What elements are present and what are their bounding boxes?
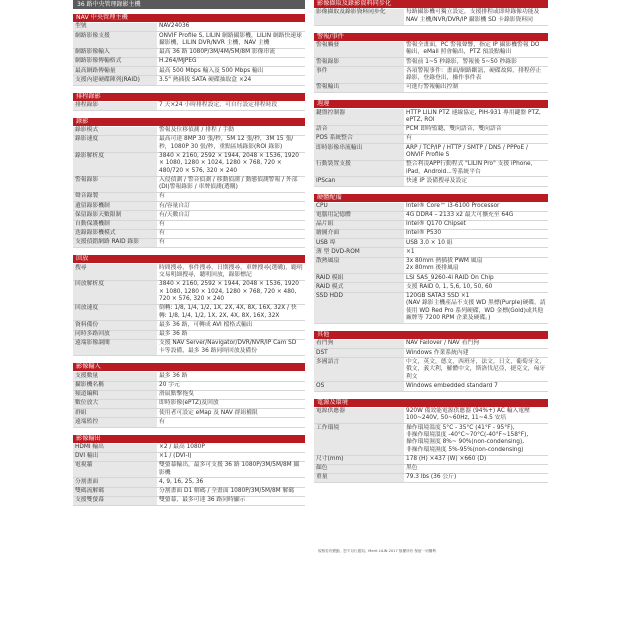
spec-row — [314, 83, 548, 92]
spec-label: 遺留錄影機制 — [73, 202, 157, 211]
spec-row — [314, 144, 548, 161]
spec-label: POS 系統整合 — [314, 134, 404, 143]
spec-table — [314, 42, 548, 94]
spec-section — [314, 0, 548, 26]
spec-value: 3x 80mm 熱插拔 PWM 風扇 2x 80mm 後排風扇 — [404, 257, 548, 274]
spec-label: 鍵盤控制器 — [314, 109, 404, 125]
spec-value: Windows embedded standard 7 — [404, 382, 548, 391]
spec-table — [73, 102, 305, 111]
spec-row — [314, 473, 548, 482]
spec-label: 繪圖介面 — [314, 230, 404, 239]
spec-value: 最高可達 8MP 30 張/秒，5M 12 張/秒，3M 15 張/秒，1080P 30 張/秒，重點區域錄影(ROI 錄影) — [157, 135, 305, 152]
spec-label: OS — [314, 382, 404, 391]
spec-label: 網路影像輸入 — [73, 48, 157, 57]
spec-row — [73, 418, 305, 427]
spec-section — [73, 363, 305, 427]
spec-value: 警報及位移偵測 / 排程 / 手動 — [157, 127, 305, 136]
section-header: 警報/事件 — [314, 33, 548, 41]
spec-value: 有 — [157, 239, 305, 248]
spec-value: 最多 36 路 — [157, 372, 305, 381]
spec-label: 薄 型 DVD-ROM — [314, 248, 404, 257]
spec-row — [314, 211, 548, 220]
spec-label: 尺寸(mm) — [314, 455, 404, 464]
spec-value: H.264/MJPEG — [157, 57, 305, 66]
spec-row — [314, 220, 548, 229]
spec-value: 各項警報事件：畫面/網路斷訊，硬碟故障，排程停止錄影，登錄登出，操作事件表 — [404, 67, 548, 84]
spec-row — [73, 372, 305, 381]
spec-value: 7 天×24 小時排程設定，可自行設定排程時段 — [157, 102, 305, 111]
spec-value: ×2 / 最高 1080P — [157, 444, 305, 453]
spec-value: 有 — [157, 193, 305, 202]
spec-label: 電腦用記憶體 — [314, 211, 404, 220]
spec-value: 支援 RAID 0, 1, 5,6, 10, 50, 60 — [404, 283, 548, 292]
spec-label: CPU — [314, 203, 404, 212]
spec-value: 警報全畫面，PC 警報聲響，指定 IP 攝影機警報 DO 輸出，eMail 照會輸出，PTZ 預設點輸出 — [404, 42, 548, 58]
spec-value: LSI SAS_9260-4i RAID On Chip — [404, 274, 548, 283]
spec-row — [314, 109, 548, 125]
spec-value: 操作環境溫度 5°C - 35°C (41°F - 95°F), 非操作環境溫度 -40°C~70°C(-40°F~158°F), 操作環境濕度 8%~ 90%(non-condensing), 非操作環境濕度 5%-95%(non-condensing) — [404, 424, 548, 455]
spec-row — [314, 239, 548, 248]
spec-label: 搜尋 — [73, 264, 157, 280]
spec-value: ONVIF Profile S, LILIN 網路攝影機，LILIN 網路快速球攝影機，LILIN DVR/NVR 主機，NAV 主機 — [157, 32, 305, 49]
spec-row — [73, 176, 305, 193]
spec-value: 即時影像(ePTZ)及回放 — [157, 399, 305, 408]
spec-value: 有 — [404, 134, 548, 143]
section-header: 回放 — [73, 255, 305, 263]
spec-value: 178 (H) ×437 (W) ×660 (D) — [404, 455, 548, 464]
section-header: 硬體配備 — [314, 194, 548, 202]
spec-value: 可進行警報輸出控制 — [404, 83, 548, 92]
spec-label: 工作環境 — [314, 424, 404, 455]
spec-value: Intel® P530 — [404, 230, 548, 239]
spec-table — [73, 264, 305, 356]
spec-row — [314, 248, 548, 257]
left-spec-column — [73, 14, 305, 513]
spec-label: 錄影模式 — [73, 127, 157, 136]
spec-row — [314, 125, 548, 134]
spec-label: DVI 輸出 — [73, 452, 157, 461]
spec-row — [73, 452, 305, 461]
spec-table — [73, 23, 305, 86]
spec-label: RAID 模組 — [314, 274, 404, 283]
spec-row — [73, 57, 305, 66]
spec-value: 最多 36 路 — [157, 330, 305, 339]
spec-row — [73, 76, 305, 85]
spec-value: 4, 9, 16, 25, 36 — [157, 478, 305, 487]
spec-label: 事件 — [314, 67, 404, 84]
footnote: 規格若有變動，恕不另行通知。Merit LILIN 2017 版權所有 保留一切權利 — [318, 549, 436, 553]
spec-value: ARP / TCP/IP / HTTP / SMTP / DNS / PPPoE / ONVIF Profile S — [404, 144, 548, 161]
spec-row — [73, 461, 305, 478]
spec-row — [73, 102, 305, 111]
spec-row — [73, 390, 305, 399]
spec-row — [73, 280, 305, 304]
spec-row — [314, 67, 548, 84]
spec-label: 型號 — [73, 23, 157, 32]
spec-label: 警報錄影 — [314, 58, 404, 67]
spec-label: 資料備份 — [73, 321, 157, 330]
spec-value: Intel® Core™ i3-6100 Processor — [404, 203, 548, 212]
spec-row — [73, 409, 305, 418]
spec-row — [314, 292, 548, 323]
spec-value: 有 — [157, 229, 305, 238]
spec-row — [73, 193, 305, 202]
spec-section — [73, 14, 305, 86]
spec-label: 即時影像串流輸出 — [314, 144, 404, 161]
spec-value: 雙螢幕輸出，最多可支援 36 路 1080P/3M/5M/8M 攝影機 — [157, 461, 305, 478]
spec-label: 看門狗 — [314, 340, 404, 349]
spec-section — [73, 118, 305, 249]
spec-value: 3840 × 2160, 2592 × 1944, 2048 × 1536, 1920 × 1080, 1280 × 1024, 1280 × 768, 720 × 480, 720 × 576, 320 × 240 — [157, 280, 305, 304]
spec-label: 網路影像支援 — [73, 32, 157, 49]
spec-value: 有/天數自訂 — [157, 211, 305, 220]
spec-row — [73, 381, 305, 390]
spec-row — [73, 264, 305, 280]
spec-label: 晶片組 — [314, 220, 404, 229]
spec-row — [314, 274, 548, 283]
spec-value: 入侵偵測 / 警音偵測 / 移動偵測 / 動態偵測警報 / 外部(DI)警報錄影 / 車牌偵測(選購) — [157, 176, 305, 193]
spec-section — [314, 194, 548, 325]
spec-label: 群組 — [73, 409, 157, 418]
spec-row — [73, 321, 305, 330]
spec-label: 支援雙螢幕 — [73, 496, 157, 505]
spec-row — [73, 211, 305, 220]
spec-label: 支援數量 — [73, 372, 157, 381]
spec-label: 電源供應器 — [314, 408, 404, 424]
section-header: 排程錄影 — [73, 93, 305, 101]
section-header: 週邊 — [314, 100, 548, 108]
spec-value: 3.5" 熱插拔 SATA 硬碟抽取盒 ×24 — [157, 76, 305, 85]
spec-row — [314, 340, 548, 349]
spec-label: 聲音錄製 — [73, 193, 157, 202]
spec-label: 警報觸發 — [314, 42, 404, 58]
spec-label: 錄影解析度 — [73, 152, 157, 176]
spec-label: 錄影速度 — [73, 135, 157, 152]
spec-row — [73, 67, 305, 76]
spec-label: 頻道編輯 — [73, 390, 157, 399]
spec-row — [73, 399, 305, 408]
spec-value: 920W 備效能電源供應器 (94%+) AC 輸入電壓 100~240V, 50~60Hz, 11~4.5 安培 — [404, 408, 548, 424]
spec-value: NAV Failover / NAV 看門狗 — [404, 340, 548, 349]
page-title: 36 路中央管理錄影主機 — [73, 0, 305, 9]
spec-label: RAID 模式 — [314, 283, 404, 292]
spec-value: 中文，英文，德文，西班牙，法文，日文，葡萄牙文，俄文，義大利，羅體中文，斯洛伐尼亞，捷克文，匈牙利文 — [404, 358, 548, 382]
spec-label: 顏色 — [314, 464, 404, 473]
spec-row — [314, 464, 548, 473]
spec-label: 警報錄影 — [73, 176, 157, 193]
spec-label: HDMI 輸出 — [73, 444, 157, 453]
spec-row — [73, 478, 305, 487]
spec-section — [73, 435, 305, 507]
spec-value: 3840 × 2160, 2592 × 1944, 2048 × 1536, 1920 × 1080, 1280 × 1024, 1280 × 768, 720 × 480/720 × 576, 320 × 240 — [157, 152, 305, 176]
spec-row — [314, 203, 548, 212]
spec-label: 同時多路回放 — [73, 330, 157, 339]
spec-value: Intel® Q170 Chipset — [404, 220, 548, 229]
spec-row — [73, 444, 305, 453]
spec-row — [73, 239, 305, 248]
spec-value: ×1 — [404, 248, 548, 257]
spec-row — [73, 304, 305, 321]
spec-label: 最高網路傳輸量 — [73, 67, 157, 76]
spec-table — [73, 372, 305, 427]
spec-row — [73, 32, 305, 49]
spec-section — [314, 331, 548, 392]
section-header: 影像輸入 — [73, 363, 305, 371]
spec-label: 迭錄錄影機模式 — [73, 229, 157, 238]
spec-table — [314, 109, 548, 186]
spec-section — [314, 33, 548, 94]
spec-table — [73, 127, 305, 249]
section-header: 影像擷取及錄影資料同步化 — [314, 0, 548, 8]
spec-value: 有/容量自訂 — [157, 202, 305, 211]
spec-row — [73, 220, 305, 229]
spec-value: 有 — [157, 220, 305, 229]
spec-row — [314, 455, 548, 464]
spec-value: 分割畫面 D1 解碼 / 全畫面 1080P/3M/5M/8M 解碼 — [157, 487, 305, 496]
spec-label: 回放解析度 — [73, 280, 157, 304]
spec-label: 重量 — [314, 473, 404, 482]
spec-section — [73, 255, 305, 356]
spec-row — [314, 382, 548, 391]
spec-row — [73, 229, 305, 238]
section-header: 電源及環境 — [314, 399, 548, 407]
spec-label: 電視牆 — [73, 461, 157, 478]
spec-value: 快速 IP 設備搜尋及設定 — [404, 177, 548, 186]
spec-label: 影像擷取及錄影資料同步化 — [314, 9, 404, 25]
spec-label: 支援內建硬碟陣列(RAID) — [73, 76, 157, 85]
spec-label: 多國語言 — [314, 358, 404, 382]
section-header: 其他 — [314, 331, 548, 339]
spec-row — [73, 496, 305, 505]
spec-value: 滑鼠點擊拖曳 — [157, 390, 305, 399]
spec-row — [73, 127, 305, 136]
spec-value: PCM 即時監聽，雙向語音，雙向語音 — [404, 125, 548, 134]
spec-label: 回放速度 — [73, 304, 157, 321]
spec-value: 4G DDR4 – 2133 x2 最大可擴充至 64G — [404, 211, 548, 220]
spec-value: 有 — [157, 418, 305, 427]
spec-value: ×1 / (DVI-I) — [157, 452, 305, 461]
spec-value: NAV24036 — [157, 23, 305, 32]
spec-table — [314, 408, 548, 484]
spec-row — [73, 23, 305, 32]
spec-value: 最高 500 Mbps 輸入及 500 Mbps 輸出 — [157, 67, 305, 76]
spec-value: Windows 作業系統內建 — [404, 349, 548, 358]
spec-label: 數位放大 — [73, 399, 157, 408]
spec-label: 攝影機名稱 — [73, 381, 157, 390]
spec-label: 排程錄影 — [73, 102, 157, 111]
spec-section — [314, 399, 548, 484]
spec-value: 支援 NAV Server/Navigator/DVR/NVR/IP Cam SD 卡等設備，最多 36 路同時回放及備份 — [157, 339, 305, 356]
spec-value: 使用者可設定 eMap 及 NAV 群組權限 — [157, 409, 305, 418]
spec-label: 自動保護機制 — [73, 220, 157, 229]
spec-row — [314, 42, 548, 58]
spec-label: 保留錄影天數限制 — [73, 211, 157, 220]
spec-label: 語音 — [314, 125, 404, 134]
spec-table — [314, 203, 548, 325]
spec-value: 雙螢幕，最多可達 36 路同時顯示 — [157, 496, 305, 505]
spec-row — [73, 152, 305, 176]
spec-value: 120GB SATA3 SSD ×1 (NAV 錄影主機產品不支援 WD 黑標(Purple)硬碟，請使用 WD Red Pro 系列硬碟，WD 金標(Gold)或其他廠牌等 7200 RPM 企業及硬碟。) — [404, 292, 548, 323]
spec-row — [73, 339, 305, 356]
spec-label: 警報輸出 — [314, 83, 404, 92]
spec-label: 遠端監控 — [73, 418, 157, 427]
spec-label: 網路影像傳輸格式 — [73, 57, 157, 66]
spec-label: 散熱風扇 — [314, 257, 404, 274]
right-spec-column — [314, 0, 548, 490]
spec-row — [314, 257, 548, 274]
spec-row — [73, 202, 305, 211]
spec-label: 雙碼流解碼 — [73, 487, 157, 496]
spec-row — [314, 58, 548, 67]
spec-label: SSD HDD — [314, 292, 404, 323]
spec-row — [314, 134, 548, 143]
spec-value: 最高 36 路 1080P/3M/4M/5M/8M 影像串流 — [157, 48, 305, 57]
spec-value: 倒轉: 1/8, 1/4, 1/2, 1X, 2X, 4X, 8X, 16X, 32X / 快轉: 1/8, 1/4, 1/2, 1X, 2X, 4X, 8X, 16X, 32X — [157, 304, 305, 321]
spec-label: 遠端影像調閱 — [73, 339, 157, 356]
spec-row — [314, 424, 548, 455]
spec-table — [314, 340, 548, 392]
spec-row — [73, 330, 305, 339]
section-header: 錄影 — [73, 118, 305, 126]
spec-row — [314, 177, 548, 186]
spec-value: USB 3.0 × 10 組 — [404, 239, 548, 248]
spec-value: 黑色 — [404, 464, 548, 473]
section-header: NAV 中央管理主機 — [73, 14, 305, 22]
spec-row — [314, 230, 548, 239]
section-header: 影像輸出 — [73, 435, 305, 443]
spec-value: 每路攝影機可獨立設定，支援排程或即時錄像功能及 NAV 主機/NVR/DVR/IP 攝影機 SD 卡錄影資料同 — [404, 9, 548, 25]
spec-value: 整合利凌APP行動程式 "LILIN Pro" 支援 iPhone，iPad，Android...等系統平台 — [404, 160, 548, 177]
spec-value: 20 字元 — [157, 381, 305, 390]
spec-row — [73, 48, 305, 57]
spec-value: HTTP LILIN PTZ 連線協定, PIH-931 專用鍵盤 PTZ, ePTZ, ROI — [404, 109, 548, 125]
spec-value: 時間搜尋，事件搜尋，日期搜尋，車牌搜尋(選購)，聽明交易明細搜尋，聽明回放，錄影標記 — [157, 264, 305, 280]
spec-label: 分割畫面 — [73, 478, 157, 487]
spec-value: 警報前 1~5 秒錄影，警報後 5~50 秒錄影 — [404, 58, 548, 67]
spec-row — [314, 160, 548, 177]
spec-label: 行動裝置支援 — [314, 160, 404, 177]
spec-label: USB 埠 — [314, 239, 404, 248]
spec-section — [73, 93, 305, 111]
spec-section — [314, 100, 548, 186]
spec-row — [73, 135, 305, 152]
spec-row — [314, 358, 548, 382]
spec-row — [314, 283, 548, 292]
spec-label: IPScan — [314, 177, 404, 186]
spec-value: 79.3 lbs (36 公斤) — [404, 473, 548, 482]
spec-row — [314, 9, 548, 25]
spec-row — [314, 349, 548, 358]
spec-row — [73, 487, 305, 496]
spec-label: DST — [314, 349, 404, 358]
spec-value: 最多 36 路，可轉成 AVI 檔格式輸出 — [157, 321, 305, 330]
spec-label: 支援偵錯網路 RAID 錄影 — [73, 239, 157, 248]
spec-table — [73, 444, 305, 507]
spec-row — [314, 408, 548, 424]
spec-table — [314, 9, 548, 26]
